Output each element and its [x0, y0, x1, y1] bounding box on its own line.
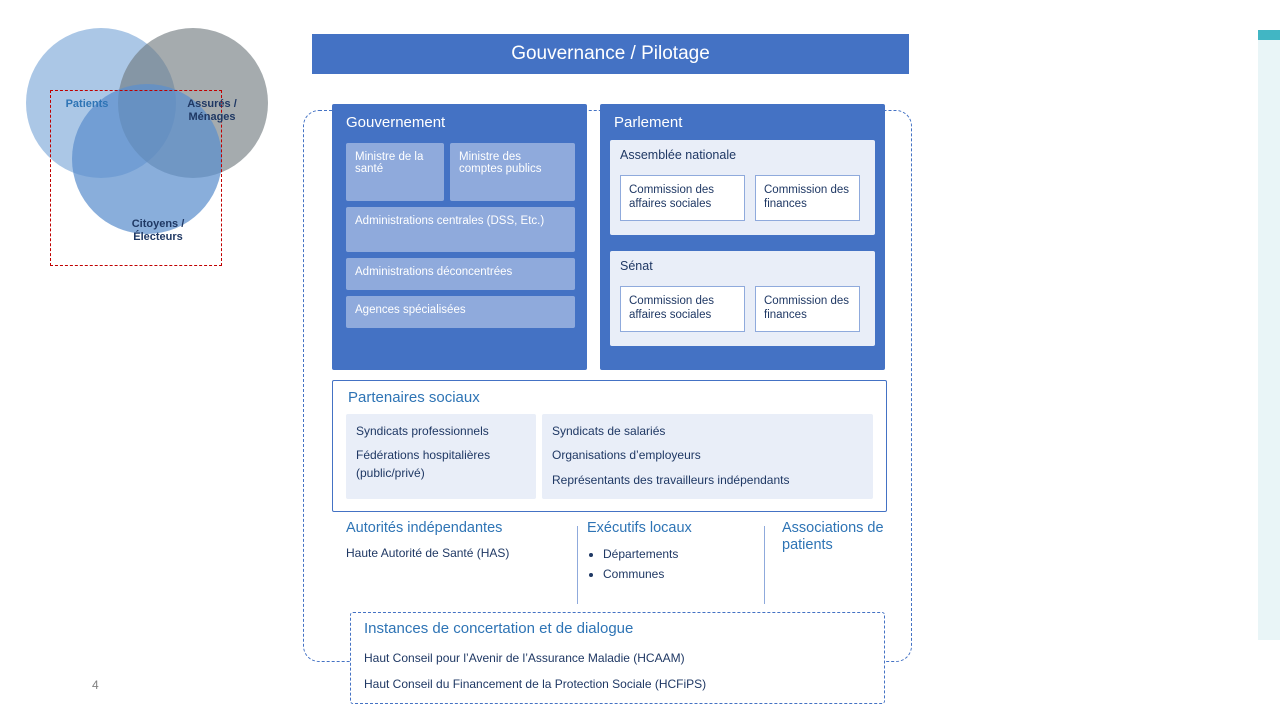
venn-label-citoyens: Citoyens / Électeurs — [131, 218, 185, 243]
list-item: Organisations d’employeurs — [552, 448, 701, 463]
executifs-locaux-title: Exécutifs locaux — [587, 520, 692, 536]
instances-concertation-title: Instances de concertation et de dialogue — [364, 620, 634, 637]
executifs-locaux-list — [587, 545, 757, 583]
assemblee-commission-affaires-sociales: Commission des affaires sociales — [620, 175, 745, 221]
senat-commission-affaires-sociales: Commission des affaires sociales — [620, 286, 745, 332]
senat-title: Sénat — [620, 259, 653, 273]
autorites-independantes-title: Autorités indépendantes — [346, 520, 503, 536]
administrations-centrales-box: Administrations centrales (DSS, Etc.) — [346, 207, 575, 252]
list-item: • Communes — [603, 565, 757, 584]
venn-label-assures: Assurés / Ménages — [187, 98, 237, 123]
assemblee-nationale-title: Assemblée nationale — [620, 148, 737, 162]
partenaires-sociaux-title: Partenaires sociaux — [348, 389, 480, 406]
instances-line-hcaam: Haut Conseil pour l’Avenir de l’Assurance Maladie (HCAAM) — [364, 651, 685, 665]
list-item: • Départements — [603, 545, 757, 564]
administrations-deconcentrees-box: Administrations déconcentrées — [346, 258, 575, 290]
diagram-title: Gouvernance / Pilotage — [312, 34, 909, 74]
autorites-independantes-text: Haute Autorité de Santé (HAS) — [346, 546, 510, 561]
page-number: 4 — [92, 678, 99, 692]
ministre-comptes-publics-box: Ministre des comptes publics — [450, 143, 575, 201]
venn-label-patients: Patients — [65, 98, 109, 110]
ministres-row — [346, 143, 575, 201]
list-item: Fédérations hospitalières (public/privé) — [356, 448, 491, 480]
executifs-locaux-column — [587, 520, 757, 584]
agences-specialisees-box: Agences spécialisées — [346, 296, 575, 328]
venn-diagram — [20, 18, 270, 258]
list-item: Syndicats professionnels — [356, 424, 489, 438]
list-item: Syndicats de salariés — [552, 424, 666, 438]
column-divider — [577, 526, 578, 604]
ministre-sante-box: Ministre de la santé — [346, 143, 444, 201]
associations-de-patients-title: Associations de patients — [782, 520, 884, 554]
senat-commission-finances: Commission des finances — [755, 286, 860, 332]
column-divider — [764, 526, 765, 604]
associations-de-patients-column — [782, 520, 902, 563]
list-item: Représentants des travailleurs indépendants — [552, 472, 790, 487]
instances-line-hcfips: Haut Conseil du Financement de la Protection Sociale (HCFiPS) — [364, 677, 707, 691]
assemblee-commission-finances: Commission des finances — [755, 175, 860, 221]
parlement-title: Parlement — [614, 114, 683, 131]
autorites-independantes-column — [346, 520, 561, 562]
governance-diagram — [300, 26, 920, 706]
edge-accent-strip — [1258, 30, 1280, 40]
bottom-columns-strip — [332, 520, 885, 610]
partenaires-sociaux-right-column — [542, 414, 873, 499]
gouvernement-title: Gouvernement — [346, 114, 446, 131]
edge-panel-strip — [1258, 40, 1280, 640]
partenaires-sociaux-left-column — [346, 414, 536, 499]
